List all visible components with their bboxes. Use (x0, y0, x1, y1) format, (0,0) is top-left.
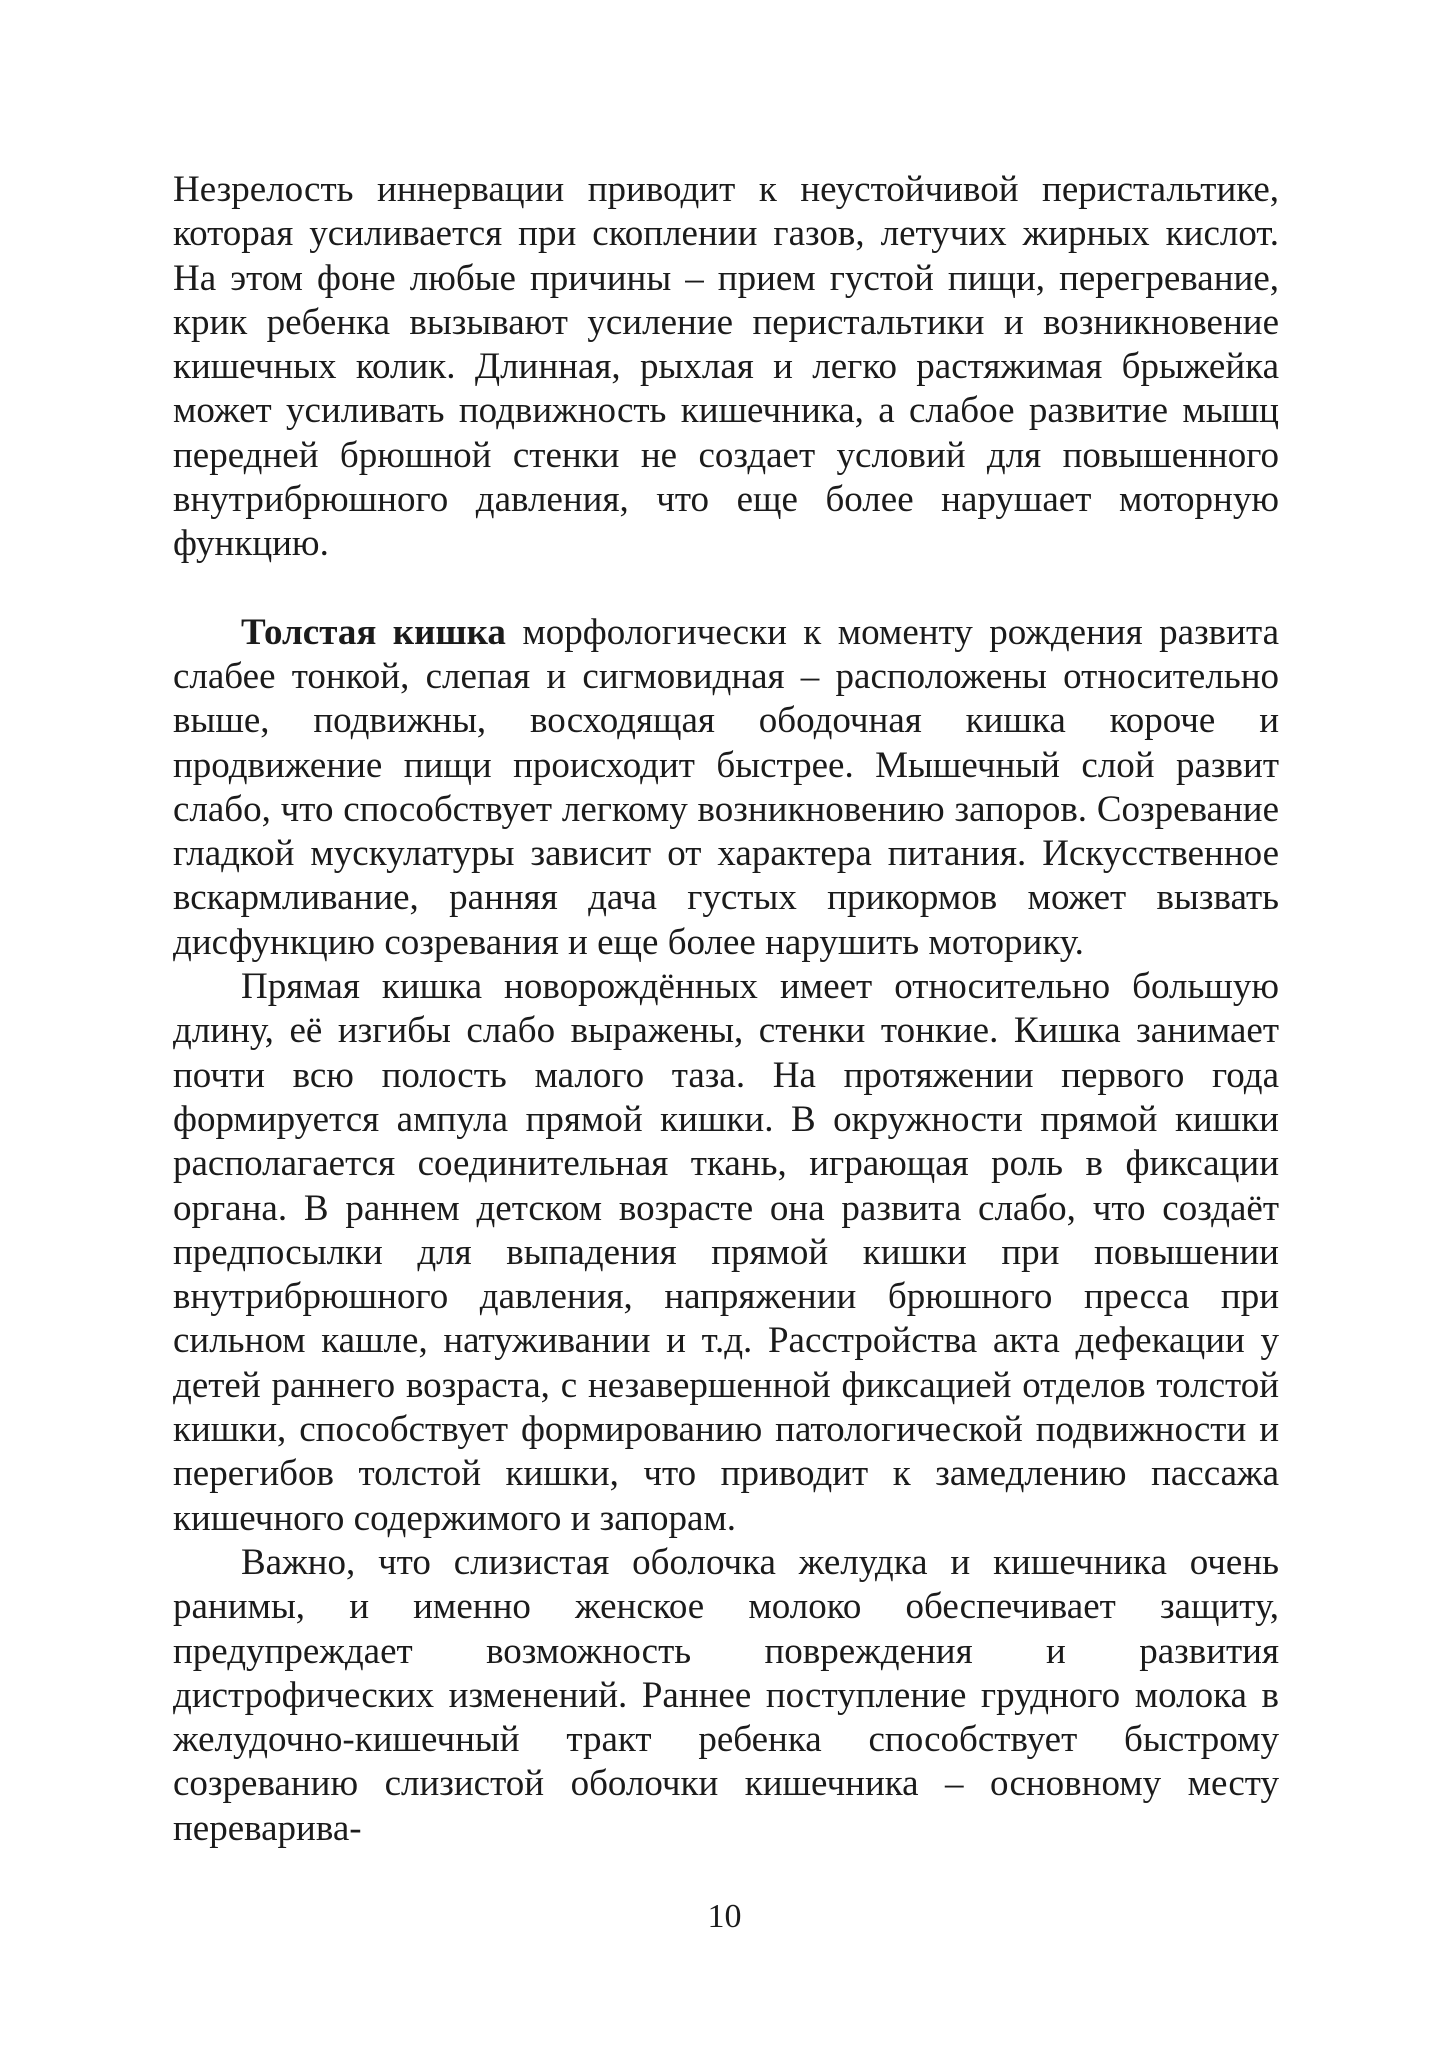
page-number: 10 (707, 1898, 742, 1935)
paragraph-large-intestine (173, 611, 1279, 965)
page-body (173, 168, 1279, 1851)
paragraph-innervation (173, 168, 1279, 567)
section-term: Толстая кишка (241, 611, 506, 653)
paragraph-text: Незрелость иннервации приводит к неустойчивой перистальтике, которая усиливается при скоплении газов, летучих жирных кислот. На этом фоне любые причины – прием густой пищи, перегревание, крик ребенка вызывают усиление перистальтики и возникновение кишечных колик. Длинная, рыхлая и легко растяжимая брыжейка может усиливать подвижность кишечника, а слабое развитие мышц передней брюшной стенки не создает условий для повышенного внутрибрюшного давления, что еще более нарушает моторную функцию. (173, 169, 1279, 565)
paragraph-text: морфологически к моменту рождения развита слабее тонкой, слепая и сигмовидная – расположены относительно выше, подвижны, восходящая ободочная кишка короче и продвижение пищи происходит быстрее. Мышечный слой развит слабо, что способствует легкому возникновению запоров. Созревание гладкой мускулатуры зависит от характера питания. Искусственное вскармливание, ранняя дача густых прикормов может вызвать дисфункцию созревания и еще более нарушить моторику. (173, 611, 1279, 963)
paragraph-text: Прямая кишка новорождённых имеет относительно большую длину, её изгибы слабо выражены, стенки тонкие. Кишка занимает почти всю полость малого таза. На протяжении первого года формируется ампула прямой кишки. В окружности прямой кишки располагается соединительная ткань, играющая роль в фиксации органа. В раннем детском возрасте она развита слабо, что создаёт предпосылки для выпадения прямой кишки при повышении внутрибрюшного давления, напряжении брюшного пресса при сильном кашле, натуживании и т.д. Расстройства акта дефекации у детей раннего возраста, с незавершенной фиксацией отделов толстой кишки, способствует формированию патологической подвижности и перегибов толстой кишки, что приводит к замедлению пассажа кишечного содержимого и запорам. (173, 966, 1279, 1539)
paragraph-rectum (173, 965, 1279, 1541)
paragraph-text: Важно, что слизистая оболочка желудка и кишечника очень ранимы, и именно женское молоко обеспечивает защиту, предупреждает возможность повреждения и развития дистрофических изменений. Раннее поступление грудного молока в желудочно-кишечный тракт ребенка способствует быстрому созреванию слизистой оболочки кишечника – основному месту переварива- (173, 1541, 1279, 1849)
paragraph-mucosa (173, 1541, 1279, 1851)
